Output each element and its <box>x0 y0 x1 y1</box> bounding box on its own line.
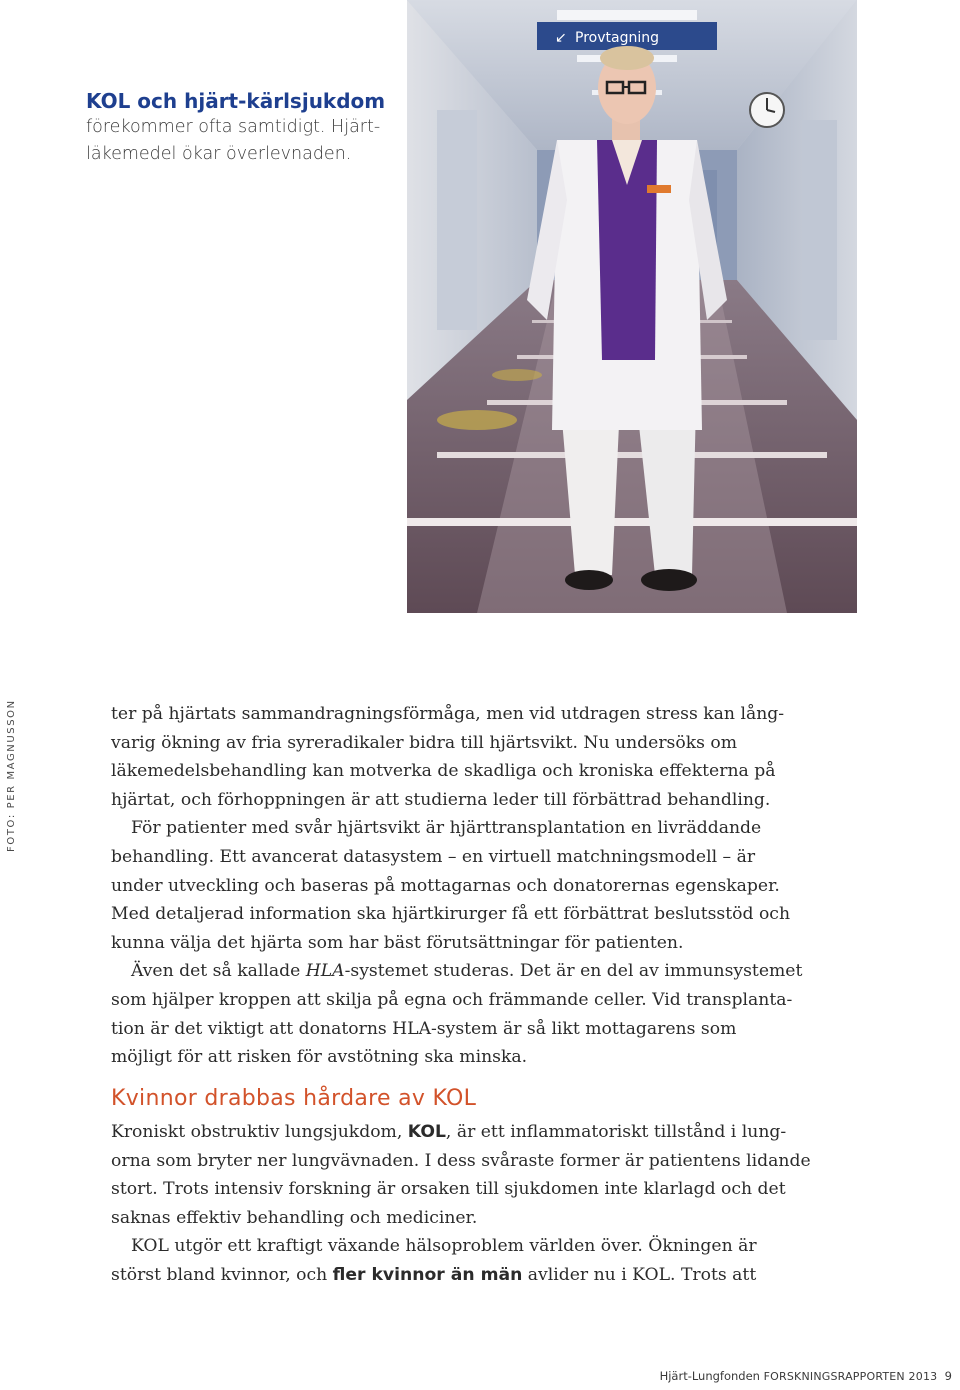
text-line: saknas effektiv behandling och mediciner. <box>111 1207 478 1228</box>
text-line: Med detaljerad information ska hjärtkirurger få ett förbättrat beslutsstöd och <box>111 904 791 925</box>
emphasis-text: fler kvinnor än män <box>332 1264 523 1285</box>
footer-report: FORSKNINGSRAPPORTEN 2013 <box>763 1370 938 1383</box>
svg-text:↙: ↙ <box>555 30 567 46</box>
text-line: För patienter med svår hjärtsvikt är hjärttransplantation en livräddande <box>131 818 762 839</box>
text-fragment: avlider nu i KOL. Trots att <box>522 1264 757 1285</box>
paragraph <box>111 700 859 814</box>
footer-org: Hjärt-Lungfonden <box>659 1369 764 1383</box>
text-line: kunna välja det hjärta som har bäst förutsättningar för patienten. <box>111 932 684 953</box>
text-fragment: Även det så kallade <box>131 961 306 982</box>
corridor-sign-text: Provtagning <box>575 30 659 46</box>
photo-caption <box>86 88 396 168</box>
section-body <box>111 1118 859 1290</box>
text-line: läkemedelsbehandling kan motverka de skadliga och kroniska effekterna på <box>111 761 776 782</box>
text-fragment: -systemet studeras. Det är en del av immunsystemet <box>344 961 803 982</box>
photo-credit <box>4 699 24 852</box>
text-line: som hjälper kroppen att skilja på egna och främmande celler. Vid transplanta- <box>111 989 793 1010</box>
text-line: orna som bryter ner lungvävnaden. I dess svåraste former är patientens lidande <box>111 1150 811 1171</box>
page-number: 9 <box>944 1369 952 1383</box>
text-line: hjärtat, och förhoppningen är att studierna leder till förbättrad behandling. <box>111 789 771 810</box>
page-footer <box>660 1369 952 1383</box>
text-line: möjligt för att risken för avstötning ska minska. <box>111 1047 528 1068</box>
text-line: tion är det viktigt att donatorns HLA-system är så likt mottagarens som <box>111 1018 737 1039</box>
text-line: under utveckling och baseras på mottagarnas och donatorernas egenskaper. <box>111 875 780 896</box>
text-line: varig ökning av fria syreradikaler bidra till hjärtsvikt. Nu undersöks om <box>111 732 738 753</box>
text-line: behandling. Ett avancerat datasystem – en virtuell matchningsmodell – är <box>111 846 756 867</box>
paragraph <box>111 957 859 1071</box>
text-line: KOL utgör ett kraftigt växande hälsoproblem världen över. Ökningen är <box>131 1236 757 1257</box>
caption-lead: KOL och hjärt-kärlsjukdom <box>86 89 386 113</box>
section-heading: Kvinnor drabbas hårdare av KOL <box>111 1086 477 1111</box>
paragraph <box>111 1232 859 1289</box>
text-fragment: , är ett inflammatoriskt tillstånd i lung- <box>445 1122 787 1142</box>
caption-line: förekommer ofta samtidigt. Hjärt- <box>86 117 381 137</box>
photo-credit-text: FOTO: PER MAGNUSSON <box>6 699 17 852</box>
text-fragment: störst bland kvinnor, och <box>111 1264 333 1285</box>
text-line: stort. Trots intensiv forskning är orsaken till sjukdomen inte klarlagd och det <box>111 1179 786 1200</box>
caption-line: läkemedel ökar överlevnaden. <box>86 144 352 164</box>
text-fragment: Kroniskt obstruktiv lungsjukdom, <box>111 1122 408 1142</box>
kol-term: KOL <box>407 1122 446 1142</box>
hla-term: HLA <box>305 961 345 982</box>
paragraph <box>111 814 859 957</box>
text-line: ter på hjärtats sammandragningsförmåga, men vid utdragen stress kan lång- <box>111 704 785 724</box>
hospital-corridor-photo <box>407 0 857 613</box>
article-body <box>111 700 859 1072</box>
paragraph <box>111 1118 859 1232</box>
